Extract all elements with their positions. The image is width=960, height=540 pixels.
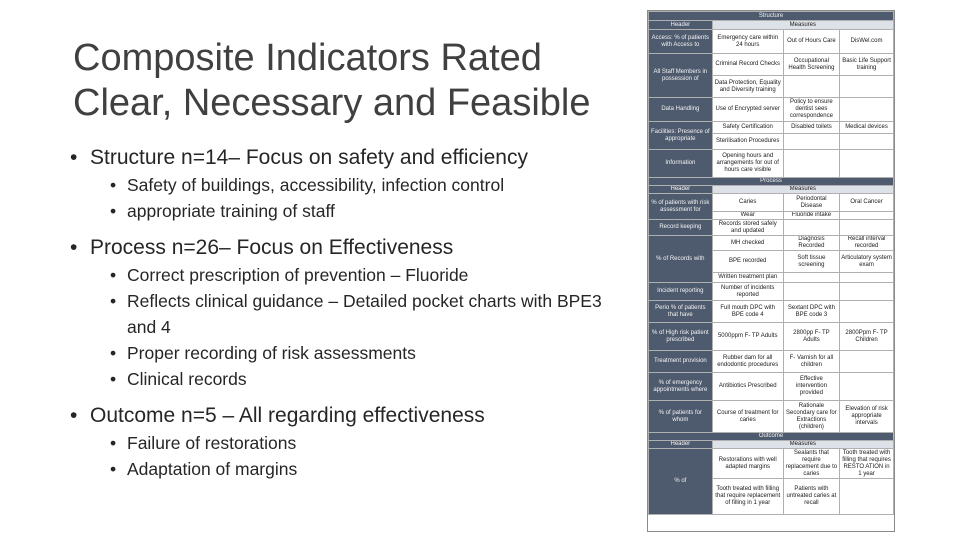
- table-cell: Periodontal Disease: [783, 194, 839, 212]
- table-cell: Emergency care within 24 hours: [712, 30, 783, 54]
- table-cell: Sealants that require replacement due to caries: [783, 449, 839, 479]
- sub-bullet: • Adaptation of margins: [70, 456, 630, 482]
- sub-bullet: • Clinical records: [70, 366, 630, 392]
- row-header: Perio % of patients that have: [649, 301, 713, 323]
- sub-bullet: • Reflects clinical guidance – Detailed pocket charts with BPE3 and 4: [70, 288, 630, 340]
- sub-bullet: • Proper recording of risk assessments: [70, 340, 630, 366]
- table-cell: 2800pp F- TP Adults: [783, 323, 839, 351]
- table-cell: Elevation of risk appropriate intervals: [840, 401, 894, 433]
- table-cell: Sextant DPC with BPE code 3: [783, 301, 839, 323]
- table-cell: Safety Certification: [712, 122, 783, 134]
- table-cell: Number of incidents reported: [712, 283, 783, 301]
- section-structure: Structure: [649, 12, 894, 21]
- table-cell: F- Varnish for all children: [783, 351, 839, 373]
- row-header: % of patients with risk assessment for: [649, 194, 713, 220]
- sub-bullet: • appropriate training of staff: [70, 198, 630, 224]
- bullet-process: • Process n=26– Focus on Effectiveness: [70, 234, 630, 262]
- row-header: Information: [649, 150, 713, 178]
- header-cell: Header: [649, 21, 713, 30]
- section-outcome: Outcome: [649, 433, 894, 441]
- table-cell: Effective intervention provided: [783, 373, 839, 401]
- table-cell: Wear: [712, 212, 783, 220]
- slide-title: [73, 36, 633, 126]
- table-cell: Restorations with well adapted margins: [712, 449, 783, 479]
- table-cell: Written treatment plan: [712, 273, 783, 283]
- table-cell: Fluoride intake: [783, 212, 839, 220]
- measures-cell: Measures: [712, 186, 893, 194]
- row-header: Incident reporting: [649, 283, 713, 301]
- table-cell: Basic Life Support training: [840, 54, 894, 76]
- table-cell: Criminal Record Checks: [712, 54, 783, 76]
- table-cell: Articulatory system exam: [840, 251, 894, 273]
- table-cell: 2800Ppm F- TP Children: [840, 323, 894, 351]
- row-header: % of patients for whom: [649, 401, 713, 433]
- table-cell: Use of Encrypted server: [712, 98, 783, 122]
- table-cell: Oral Cancer: [840, 194, 894, 212]
- slide-title-line-1: Composite Indicators Rated: [73, 37, 542, 79]
- measures-cell: Measures: [712, 21, 893, 30]
- table-cell: Patients with untreated caries at recall: [783, 479, 839, 515]
- bullet-list: [70, 144, 630, 482]
- sub-bullet: • Failure of restorations: [70, 430, 630, 456]
- header-cell: Header: [649, 186, 713, 194]
- table-cell: BPE recorded: [712, 251, 783, 273]
- table-cell: Diagnosis Recorded: [783, 236, 839, 251]
- table-cell: Antibiotics Prescribed: [712, 373, 783, 401]
- table-cell: Tooth treated with filling that requires RESTO ATION in 1 year: [840, 449, 894, 479]
- row-header: % of Records with: [649, 236, 713, 283]
- row-header: Access: % of patients with Access to: [649, 30, 713, 54]
- row-header: All Staff Members in possession of: [649, 54, 713, 98]
- measures-cell: Measures: [712, 441, 893, 449]
- row-header: % of emergency appointments where: [649, 373, 713, 401]
- row-header: % of High risk patient prescribed: [649, 323, 713, 351]
- row-header: % of: [649, 449, 713, 515]
- table-cell: Tooth treated with filling that require replacement of filling in 1 year: [712, 479, 783, 515]
- indicators-table: [647, 10, 895, 532]
- section-process: Process: [649, 178, 894, 186]
- table-cell: Rubber dam for all endodontic procedures: [712, 351, 783, 373]
- header-cell: Header: [649, 441, 713, 449]
- table-cell: MH checked: [712, 236, 783, 251]
- table-cell: Full mouth DPC with BPE code 4: [712, 301, 783, 323]
- sub-bullet: • Safety of buildings, accessibility, infection control: [70, 172, 630, 198]
- bullet-outcome: • Outcome n=5 – All regarding effectiveness: [70, 402, 630, 430]
- bullet-structure: • Structure n=14– Focus on safety and efficiency: [70, 144, 630, 172]
- table-cell: Occupational Health Screening: [783, 54, 839, 76]
- table-cell: Recall interval recorded: [840, 236, 894, 251]
- slide-title-line-2: Clear, Necessary and Feasible: [73, 82, 591, 124]
- table-cell: Disabled toilets: [783, 122, 839, 134]
- table-cell: Opening hours and arrangements for out of hours care visible: [712, 150, 783, 178]
- table-cell: Data Protection, Equality and Diversity training: [712, 76, 783, 98]
- table-cell: Soft tissue screening: [783, 251, 839, 273]
- row-header: Record keeping: [649, 220, 713, 236]
- table-cell: Sterilisation Procedures: [712, 134, 783, 150]
- table-cell: Policy to ensure dentist sees correspondence: [783, 98, 839, 122]
- row-header: Data Handling: [649, 98, 713, 122]
- table-cell: DisWel.com: [840, 30, 894, 54]
- table-cell: Records stored safely and updated: [712, 220, 783, 236]
- table-cell: Caries: [712, 194, 783, 212]
- row-header: Facilities: Presence of appropriate: [649, 122, 713, 150]
- table-cell: Course of treatment for caries: [712, 401, 783, 433]
- table-cell: Medical devices: [840, 122, 894, 134]
- table-cell: Out of Hours Care: [783, 30, 839, 54]
- row-header: Treatment provision: [649, 351, 713, 373]
- table-cell: 5000ppm F- TP Adults: [712, 323, 783, 351]
- sub-bullet: • Correct prescription of prevention – Fluoride: [70, 262, 630, 288]
- table-cell: Rationale Secondary care for Extractions (children): [783, 401, 839, 433]
